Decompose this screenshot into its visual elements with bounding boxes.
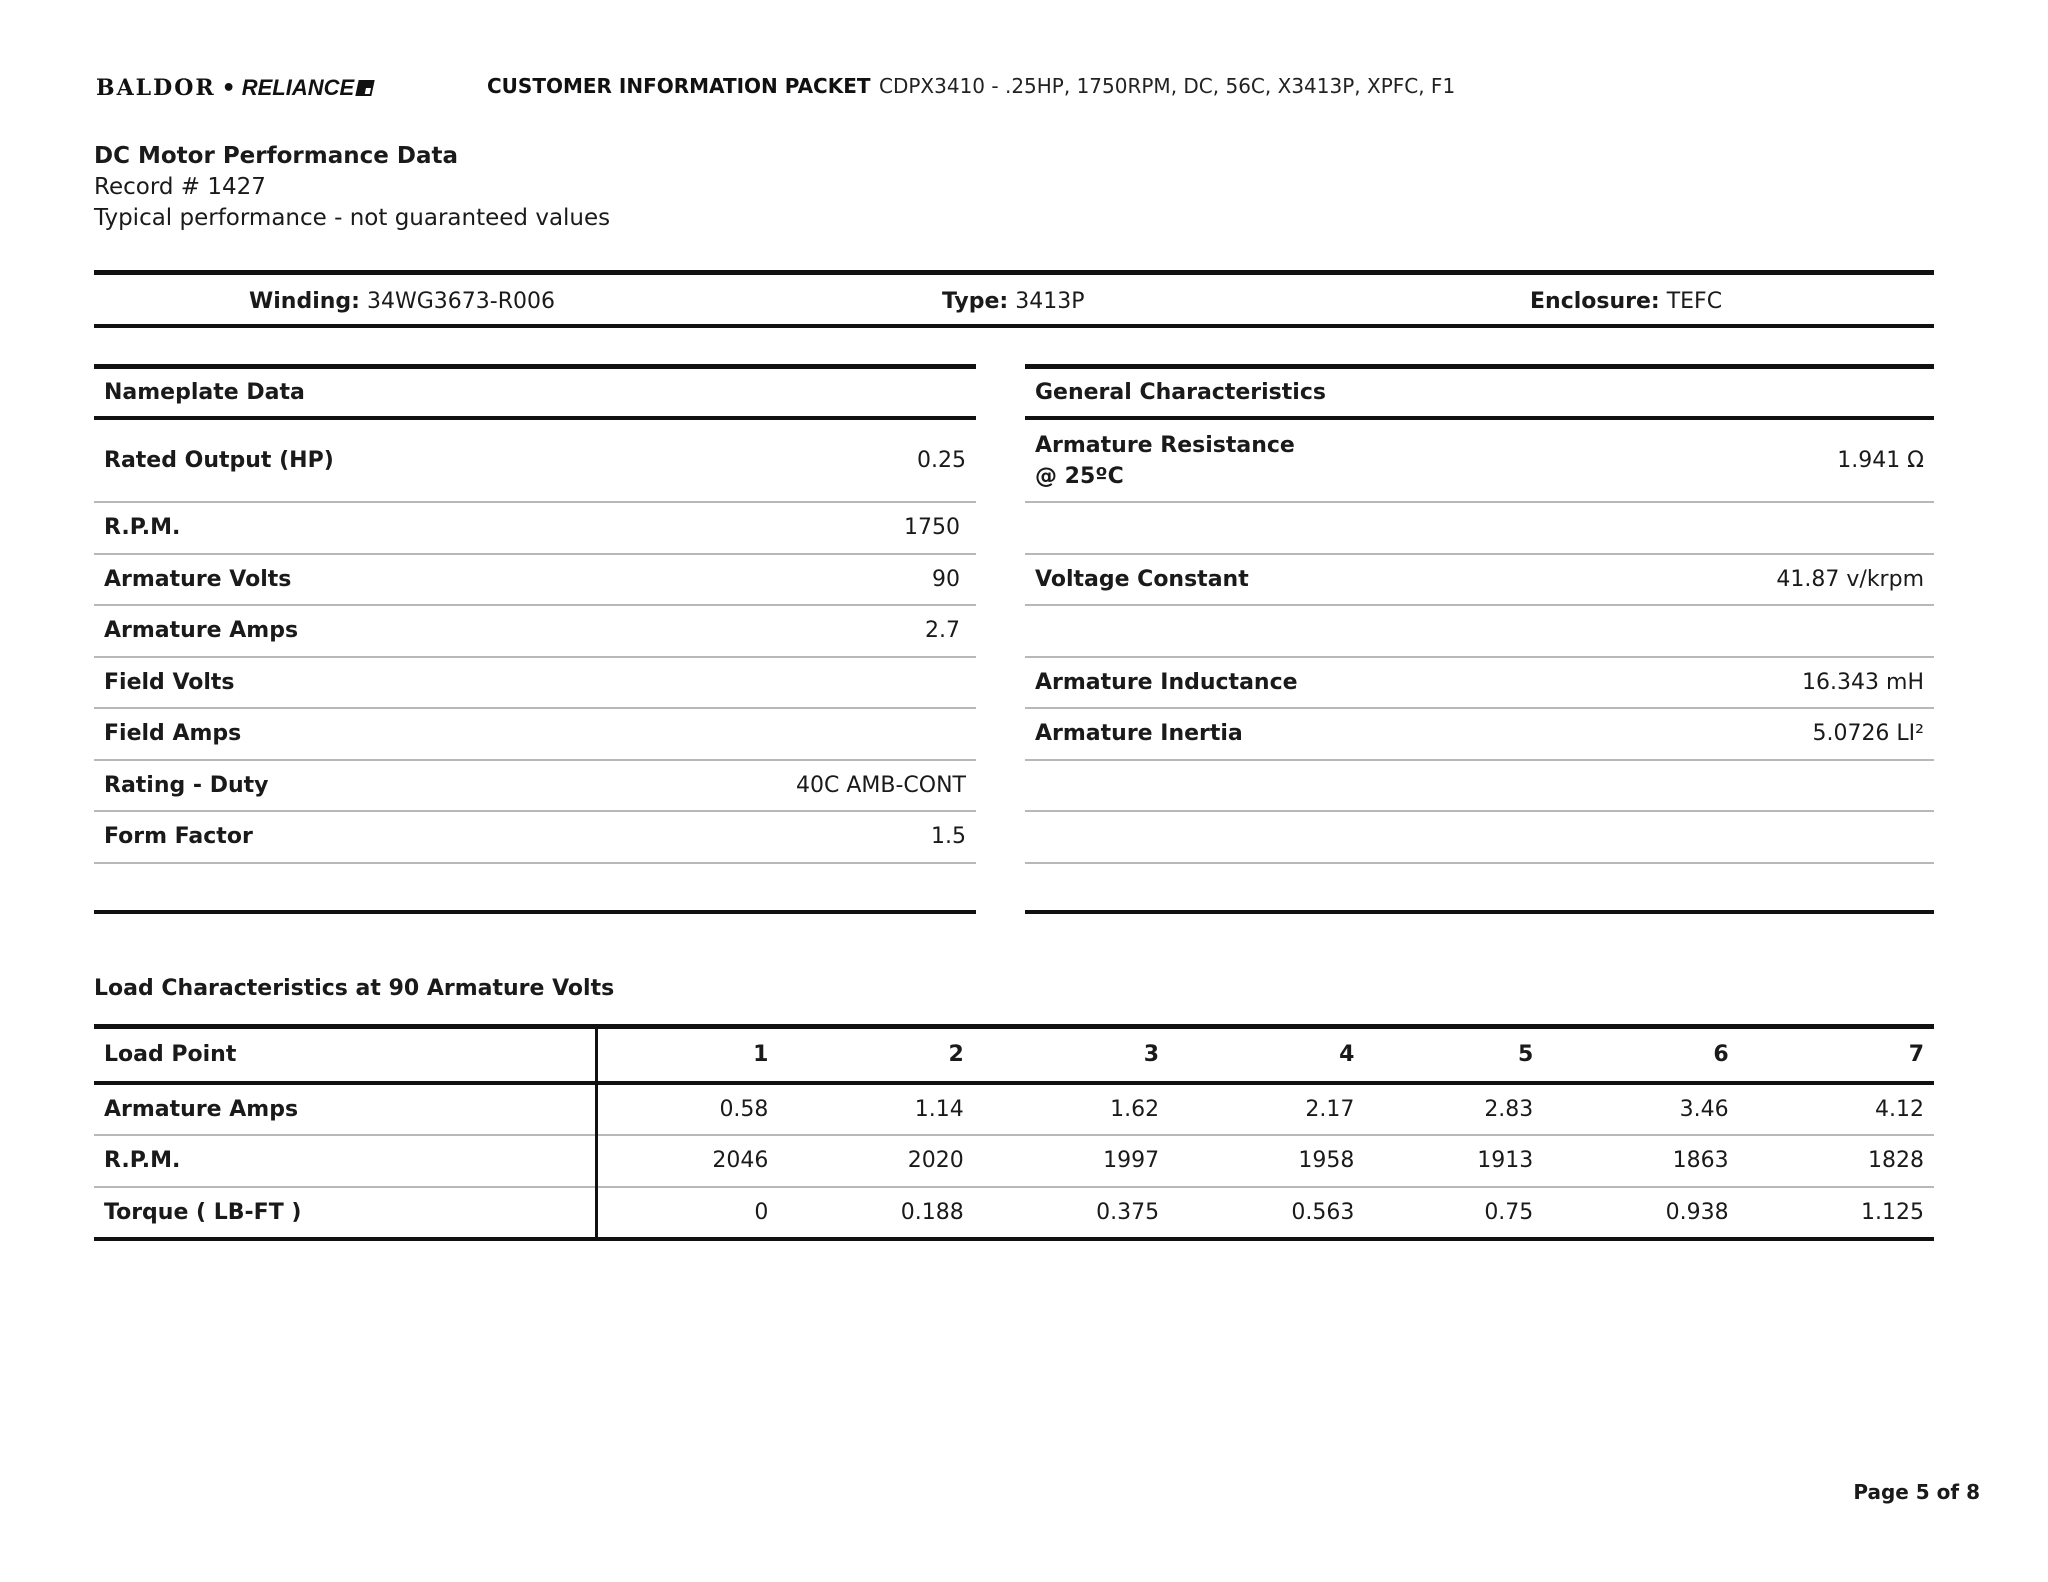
row-label: R.P.M. bbox=[104, 515, 181, 541]
cell: 2.17 bbox=[1169, 1083, 1364, 1135]
row-label: Voltage Constant bbox=[1035, 566, 1249, 592]
enclosure-field bbox=[1530, 289, 1722, 314]
load-point-2: 2 bbox=[778, 1027, 973, 1083]
cell: 2020 bbox=[778, 1135, 973, 1187]
cell: 0.75 bbox=[1364, 1187, 1543, 1239]
load-point-6: 6 bbox=[1543, 1027, 1738, 1083]
record-number: Record # 1427 bbox=[94, 174, 266, 200]
cell: 3.46 bbox=[1543, 1083, 1738, 1135]
nameplate-row bbox=[94, 658, 976, 710]
general-heading: General Characteristics bbox=[1025, 364, 1934, 420]
cell: 1913 bbox=[1364, 1135, 1543, 1187]
load-point-3: 3 bbox=[974, 1027, 1169, 1083]
row-label: R.P.M. bbox=[94, 1135, 596, 1187]
cell: 1.62 bbox=[974, 1083, 1169, 1135]
cell: 0 bbox=[596, 1187, 778, 1239]
nameplate-row bbox=[94, 606, 976, 658]
row-label: Armature Inductance bbox=[1035, 669, 1298, 695]
cell: 1997 bbox=[974, 1135, 1169, 1187]
product-description: CDPX3410 - .25HP, 1750RPM, DC, 56C, X3413P, XPFC, F1 bbox=[879, 74, 1456, 98]
row-label: Form Factor bbox=[104, 824, 253, 850]
load-row-rpm bbox=[94, 1135, 1934, 1187]
cell: 1958 bbox=[1169, 1135, 1364, 1187]
load-row-torque bbox=[94, 1187, 1934, 1239]
cell: 1863 bbox=[1543, 1135, 1738, 1187]
load-point-5: 5 bbox=[1364, 1027, 1543, 1083]
load-header-row bbox=[94, 1027, 1934, 1083]
packet-title: CUSTOMER INFORMATION PACKET bbox=[487, 74, 871, 98]
row-value: 41.87 v/krpm bbox=[1776, 566, 1924, 592]
general-footer-rule bbox=[1025, 864, 1934, 914]
disclaimer-text: Typical performance - not guaranteed values bbox=[94, 205, 611, 231]
winding-label: Winding: bbox=[249, 289, 360, 314]
winding-field bbox=[249, 289, 555, 314]
nameplate-row bbox=[94, 420, 976, 503]
nameplate-row bbox=[94, 812, 976, 864]
enclosure-value: TEFC bbox=[1666, 289, 1723, 314]
load-point-label: Load Point bbox=[94, 1027, 596, 1083]
cell: 1828 bbox=[1739, 1135, 1934, 1187]
row-label bbox=[1035, 430, 1295, 492]
load-point-7: 7 bbox=[1739, 1027, 1934, 1083]
general-row-empty bbox=[1025, 761, 1934, 813]
nameplate-row bbox=[94, 709, 976, 761]
general-characteristics-table bbox=[1025, 364, 1934, 914]
general-row bbox=[1025, 555, 1934, 607]
document-title: DC Motor Performance Data bbox=[94, 143, 458, 169]
load-point-1: 1 bbox=[596, 1027, 778, 1083]
row-label: Torque ( LB-FT ) bbox=[94, 1187, 596, 1239]
row-value: 5.0726 LI² bbox=[1812, 721, 1924, 747]
type-field bbox=[942, 289, 1084, 314]
row-value: 1.5 bbox=[931, 824, 966, 850]
row-label: Armature Volts bbox=[104, 566, 292, 592]
type-value: 3413P bbox=[1015, 289, 1085, 314]
reliance-mark-icon bbox=[355, 80, 374, 96]
logo-separator: • bbox=[221, 75, 236, 101]
row-label: Rating - Duty bbox=[104, 772, 269, 798]
general-row bbox=[1025, 658, 1934, 710]
general-row-empty bbox=[1025, 606, 1934, 658]
type-label: Type: bbox=[942, 289, 1009, 314]
row-value: 40C AMB-CONT bbox=[796, 772, 966, 798]
row-value: 1.941 Ω bbox=[1837, 448, 1924, 473]
cell: 1.125 bbox=[1739, 1187, 1934, 1239]
nameplate-row bbox=[94, 555, 976, 607]
cell: 0.58 bbox=[596, 1083, 778, 1135]
row-label: Field Amps bbox=[104, 721, 242, 747]
page-header bbox=[96, 72, 373, 104]
cell: 0.563 bbox=[1169, 1187, 1364, 1239]
cell: 0.375 bbox=[974, 1187, 1169, 1239]
row-label: Armature Inertia bbox=[1035, 721, 1243, 747]
row-value: 16.343 mH bbox=[1802, 669, 1924, 695]
general-row-empty bbox=[1025, 503, 1934, 555]
winding-value: 34WG3673-R006 bbox=[366, 289, 555, 314]
row-label-line2: @ 25ºC bbox=[1035, 463, 1124, 489]
row-value: 0.25 bbox=[917, 448, 966, 473]
nameplate-heading: Nameplate Data bbox=[94, 364, 976, 420]
row-value: 1750 bbox=[904, 515, 960, 541]
row-value: 2.7 bbox=[925, 618, 960, 644]
general-row bbox=[1025, 420, 1934, 503]
row-label: Field Volts bbox=[104, 669, 235, 695]
logo-reliance-text: RELIANCE bbox=[241, 75, 355, 100]
cell: 0.188 bbox=[778, 1187, 973, 1239]
enclosure-label: Enclosure: bbox=[1530, 289, 1660, 314]
row-label: Armature Amps bbox=[104, 618, 299, 644]
cell: 2046 bbox=[596, 1135, 778, 1187]
cell: 2.83 bbox=[1364, 1083, 1543, 1135]
row-label-line1: Armature Resistance bbox=[1035, 432, 1295, 458]
baldor-reliance-logo bbox=[96, 75, 373, 101]
general-row bbox=[1025, 709, 1934, 761]
row-label: Armature Amps bbox=[94, 1083, 596, 1135]
cell: 0.938 bbox=[1543, 1187, 1738, 1239]
nameplate-row bbox=[94, 761, 976, 813]
cell: 1.14 bbox=[778, 1083, 973, 1135]
nameplate-row bbox=[94, 503, 976, 555]
load-point-4: 4 bbox=[1169, 1027, 1364, 1083]
row-value: 90 bbox=[932, 566, 960, 592]
winding-info-bar bbox=[94, 270, 1934, 328]
nameplate-data-table bbox=[94, 364, 976, 914]
cell: 4.12 bbox=[1739, 1083, 1934, 1135]
general-row-empty bbox=[1025, 812, 1934, 864]
load-characteristics-title: Load Characteristics at 90 Armature Volts bbox=[94, 976, 615, 1001]
row-label: Rated Output (HP) bbox=[104, 448, 334, 473]
load-characteristics-table bbox=[94, 1024, 1934, 1241]
logo-baldor-text: BALDOR bbox=[96, 75, 216, 101]
page-number: Page 5 of 8 bbox=[1853, 1480, 1980, 1504]
nameplate-footer-rule bbox=[94, 864, 976, 914]
load-row-armature-amps bbox=[94, 1083, 1934, 1135]
